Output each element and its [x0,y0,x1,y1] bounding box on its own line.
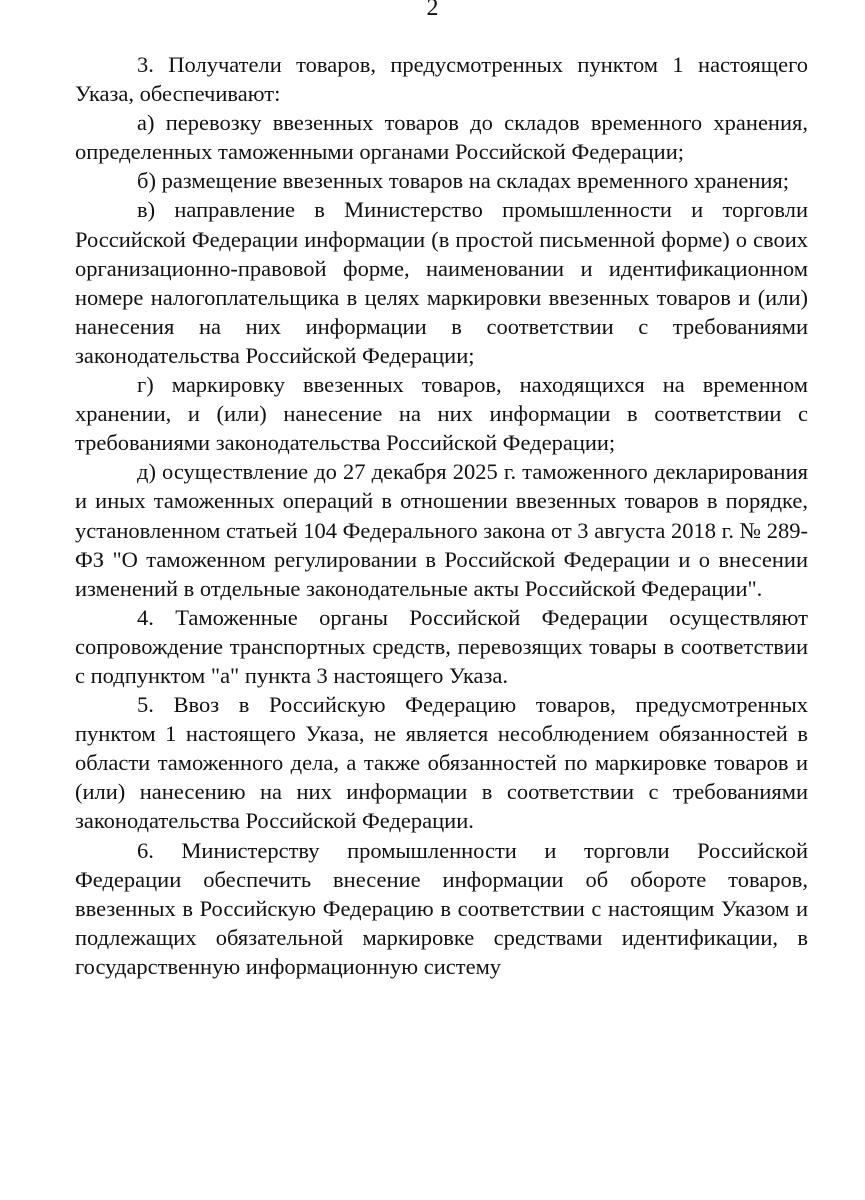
document-body [75,50,808,981]
paragraph-point-4: 4. Таможенные органы Российской Федерации осуществляют сопровождение транспортных средств, перевозящих товары в соответствии с подпунктом "а" пункта 3 настоящего Указа. [75,604,808,688]
paragraph-subpoint-3v: в) направление в Министерство промышленности и торговли Российской Федерации информации (в простой письменной форме) о своих организационно-правовой форме, наименовании и идентификационном номере налогоплательщика в целях маркировки ввезенных товаров и (или) нанесения на них информации в соответствии с требованиями законодательства Российской Федерации; [75,197,808,368]
paragraph-subpoint-3b: б) размещение ввезенных товаров на складах временного хранения; [137,168,790,194]
paragraph-subpoint-3a: а) перевозку ввезенных товаров до складов временного хранения, определенных таможенными органами Российской Федерации; [75,110,808,165]
paragraph-point-5: 5. Ввоз в Российскую Федерацию товаров, предусмотренных пунктом 1 настоящего Указа, не является несоблюдением обязанностей в области таможенного дела, а также обязанностей по маркировке товаров и (или) нанесению на них информации в соответствии с требованиями законодательства Российской Федерации. [75,692,808,834]
paragraph-point-3-intro: 3. Получатели товаров, предусмотренных пунктом 1 настоящего Указа, обеспечивают: [75,52,808,107]
paragraph-subpoint-3d: д) осуществление до 27 декабря 2025 г. таможенного декларирования и иных таможенных операций в отношении ввезенных товаров в порядке, установленном статьей 104 Федерального закона от 3 августа 2018 г. № 289-ФЗ "О таможенном регулировании в Российской Федерации и о внесении изменений в отдельные законодательные акты Российской Федерации". [75,459,808,601]
paragraph-subpoint-3g: г) маркировку ввезенных товаров, находящихся на временном хранении, и (или) нанесение на них информации в соответствии с требованиями законодательства Российской Федерации; [75,372,808,456]
paragraph-point-6: 6. Министерству промышленности и торговли Российской Федерации обеспечить внесение информации об обороте товаров, ввезенных в Российскую Федерацию в соответствии с настоящим Указом и подлежащих обязательной маркировке средствами идентификации, в государственную информационную систему [75,837,808,979]
page-number: 2 [426,0,439,21]
